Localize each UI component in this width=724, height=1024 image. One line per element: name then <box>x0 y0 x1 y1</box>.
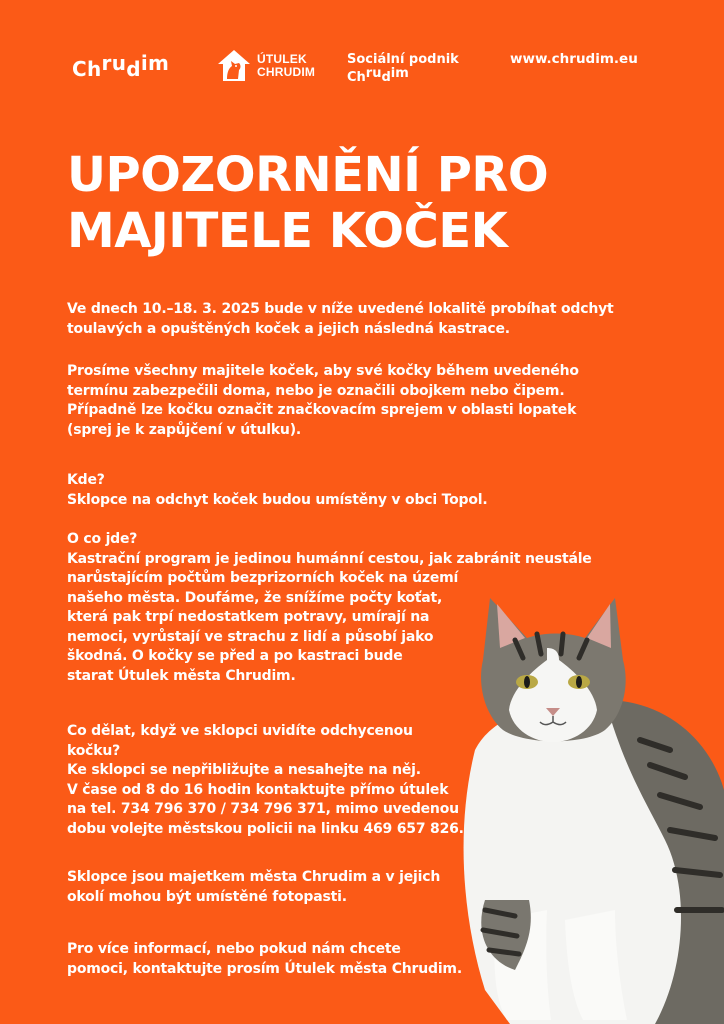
utulek-line1: ÚTULEK <box>257 52 307 66</box>
contact-paragraph: Pro více informací, nebo pokud nám chcete pomoci, kontaktujte prosím Útulek města Chrudim. <box>67 941 462 977</box>
social-enterprise-logo <box>347 51 459 87</box>
social-line2: Chrudim <box>347 66 409 85</box>
about-paragraph: O co jde? Kastrační program je jedinou humánní cestou, jak zabránit neustále narůstajícím počtům bezprizorních koček na území našeho města. Doufáme, že snížíme počty koťat, která pak trpí nedostatkem potravy, umírají na nemoci, vyrůstají ve strachu z lidí a působí jako škodná. O kočky se před a po kastraci bude starat Útulek města Chrudim. <box>67 531 592 684</box>
utulek-logo <box>216 48 315 84</box>
what-to-do-paragraph: Co dělat, když ve sklopci uvidíte odchycenou kočku? Ke sklopci se nepřibližujte a nesahejte na něj. V čase od 8 do 16 hodin kontaktujte přímo útulek na tel. 734 796 370 / 734 796 371, mimo uvedenou dobu volejte městskou policii na linku 469 657 826. <box>67 723 464 837</box>
chrudim-logo: Chrudim <box>72 51 170 81</box>
website-url: www.chrudim.eu <box>510 51 638 67</box>
request-paragraph: Prosíme všechny majitele koček, aby své kočky během uvedeného termínu zabezpečili doma, nebo je označili obojkem nebo čipem. Případně lze kočku označit značkovacím sprejem v oblasti lopatek (sprej je k zapůjčení v útulku). <box>67 363 579 438</box>
page-title: UPOZORNĚNÍ PRO MAJITELE KOČEK <box>67 147 549 259</box>
social-line1: Sociální podnik <box>347 52 459 67</box>
intro-paragraph: Ve dnech 10.–18. 3. 2025 bude v níže uvedené lokalitě probíhat odchyt toulavých a opuštěných koček a jejich následná kastrace. <box>67 301 614 337</box>
where-paragraph: Kde? Sklopce na odchyt koček budou umístěny v obci Topol. <box>67 472 488 508</box>
header <box>0 48 724 98</box>
utulek-line2: CHRUDIM <box>257 65 316 79</box>
property-paragraph: Sklopce jsou majetkem města Chrudim a v jejich okolí mohou být umístěné fotopasti. <box>67 869 441 905</box>
house-dog-icon <box>216 48 252 84</box>
